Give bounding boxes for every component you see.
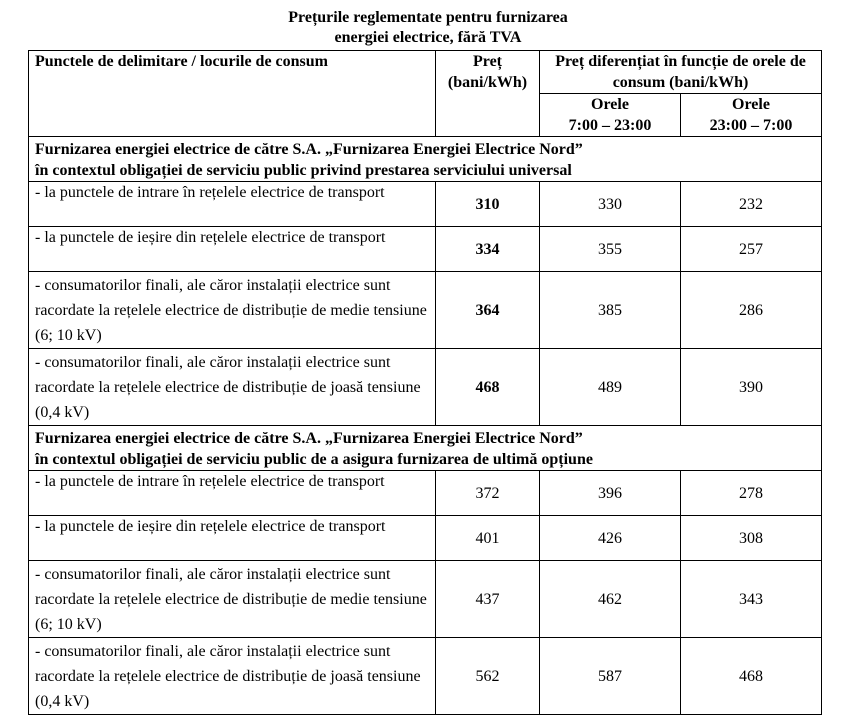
header-day-label: Orele: [591, 96, 629, 113]
header-delimitation-points: Punctele de delimitare / locurile de consum: [29, 51, 436, 137]
row-night-price: 390: [681, 349, 822, 426]
row-price: 310: [436, 182, 540, 227]
row-night-price: 286: [681, 272, 822, 349]
row-price: 437: [436, 561, 540, 638]
row-price: 372: [436, 471, 540, 516]
header-night-range: 23:00 – 7:00: [709, 117, 793, 134]
header-price-label: Preț: [472, 53, 502, 70]
row-description: - consumatorilor finali, ale căror instalații electrice sunt racordate la rețelele electrice de distribuție de medie tensiune (6; 10 kV): [29, 561, 436, 638]
row-description: - la punctele de intrare în rețelele electrice de transport: [29, 182, 436, 227]
header-row: [29, 51, 822, 94]
section-title-line-2: în contextul obligației de serviciu public privind prestarea serviciului universal: [35, 162, 572, 179]
header-price: [436, 51, 540, 137]
row-night-price: 308: [681, 516, 822, 561]
row-day-price: 489: [540, 349, 681, 426]
table-row: [29, 471, 822, 516]
section-title: [29, 426, 822, 471]
header-day-hours: [540, 94, 681, 137]
table-row: [29, 638, 822, 715]
row-night-price: 232: [681, 182, 822, 227]
row-price: 562: [436, 638, 540, 715]
header-price-unit: (bani/kWh): [447, 74, 528, 91]
row-description: - consumatorilor finali, ale căror instalații electrice sunt racordate la rețelele electrice de distribuție de joasă tensiune (0,4 kV): [29, 349, 436, 426]
title-line-1: Prețurile reglementate pentru furnizarea: [288, 9, 568, 26]
table-row: [29, 349, 822, 426]
row-day-price: 355: [540, 227, 681, 272]
row-day-price: 426: [540, 516, 681, 561]
header-day-range: 7:00 – 23:00: [568, 117, 652, 134]
row-day-price: 330: [540, 182, 681, 227]
row-night-price: 343: [681, 561, 822, 638]
header-night-hours: [681, 94, 822, 137]
row-price: 334: [436, 227, 540, 272]
row-day-price: 396: [540, 471, 681, 516]
row-description: - consumatorilor finali, ale căror instalații electrice sunt racordate la rețelele electrice de distribuție de medie tensiune (6; 10 kV): [29, 272, 436, 349]
row-day-price: 462: [540, 561, 681, 638]
section-universal-service: [29, 137, 822, 182]
header-night-label: Orele: [732, 96, 770, 113]
table-row: [29, 561, 822, 638]
row-day-price: 385: [540, 272, 681, 349]
title-line-2: energiei electrice, fără TVA: [334, 29, 522, 46]
row-description: - consumatorilor finali, ale căror instalații electrice sunt racordate la rețelele electrice de distribuție de joasă tensiune (0,4 kV): [29, 638, 436, 715]
section-title-line-2: în contextul obligației de serviciu public de a asigura furnizarea de ultimă opțiune: [35, 451, 593, 468]
row-description: - la punctele de ieșire din rețelele electrice de transport: [29, 516, 436, 561]
row-description: - la punctele de intrare în rețelele electrice de transport: [29, 471, 436, 516]
section-last-resort-supply: [29, 426, 822, 471]
row-day-price: 587: [540, 638, 681, 715]
table-row: [29, 516, 822, 561]
row-price: 468: [436, 349, 540, 426]
header-differentiated-price: Preț diferențiat în funcție de orele de consum (bani/kWh): [540, 51, 822, 94]
table-row: [29, 272, 822, 349]
row-price: 401: [436, 516, 540, 561]
table-row: [29, 227, 822, 272]
section-title-line-1: Furnizarea energiei electrice de către S.A. „Furnizarea Energiei Electrice Nord”: [35, 141, 583, 158]
row-price: 364: [436, 272, 540, 349]
section-title: [29, 137, 822, 182]
document-title: [0, 8, 856, 48]
row-description: - la punctele de ieșire din rețelele electrice de transport: [29, 227, 436, 272]
table-row: [29, 182, 822, 227]
row-night-price: 468: [681, 638, 822, 715]
section-title-line-1: Furnizarea energiei electrice de către S.A. „Furnizarea Energiei Electrice Nord”: [35, 430, 583, 447]
row-night-price: 278: [681, 471, 822, 516]
row-night-price: 257: [681, 227, 822, 272]
price-table: [28, 50, 822, 715]
